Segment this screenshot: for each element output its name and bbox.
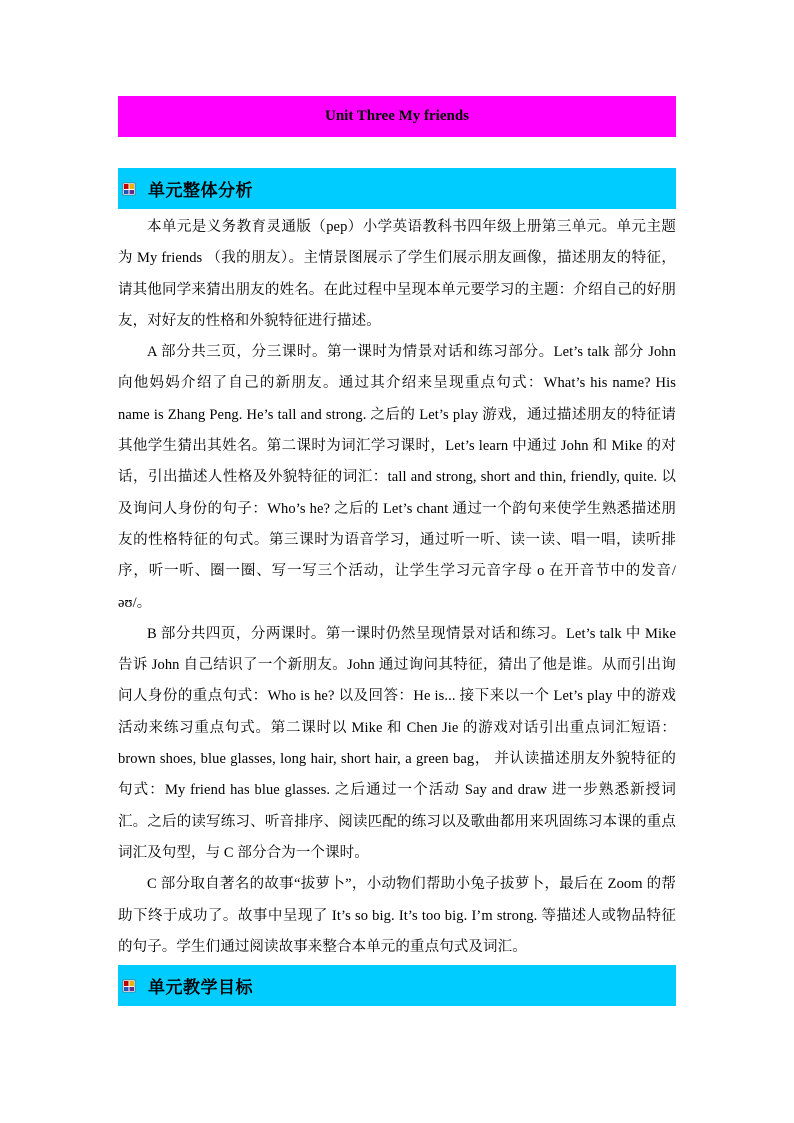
paragraph: C 部分取自著名的故事“拔萝卜”，小动物们帮助小兔子拔萝卜，最后在 Zoom 的帮助下终于成功了。故事中呈现了 It’s so big. It’s too big. I’m strong. 等描述人或物品特征的句子。学生们通过阅读故事来整合本单元的重点句式及词汇。 [118, 876, 676, 955]
paragraph: B 部分共四页，分两课时。第一课时仍然呈现情景对话和练习。Let’s talk 中 Mike 告诉 John 自己结识了一个新朋友。John 通过询问其特征，猜出了他是谁。从而引出询问人身份的重点句式：Who is he? 以及回答：He is... 接下来以一个 Let’s play 中的游戏活动来练习重点句式。第二课时以 Mike 和 Chen Jie 的游戏对话引出重点词汇短语：brown shoes, blue glasses, long hair, short hair, a green bag， 并认读描述朋友外貌特征的句式：My friend has blue glasses. 之后通过一个活动 Say and draw 进一步熟悉新授词汇。之后的读写练习、听音排序、阅读匹配的练习以及歌曲都用来巩固练习本课的重点词汇及句型，与 C 部分合为一个课时。 [118, 625, 676, 861]
paragraph: A 部分共三页，分三课时。第一课时为情景对话和练习部分。Let’s talk 部分 John 向他妈妈介绍了自己的新朋友。通过其介绍来呈现重点句式：What’s his name? His name is Zhang Peng. He’s tall and strong. 之后的 Let’s play 游戏，通过描述朋友的特征请其他学生猜出其姓名。第二课时为词汇学习课时，Let’s learn 中通过 John 和 Mike 的对话，引出描述人性格及外貌特征的词汇：tall and strong, short and thin, friendly, quite. 以及询问人身份的句子：Who’s he? 之后的 Let’s chant 通过一个韵句来使学生熟悉描述朋友的性格特征的句式。第三课时为语音学习，通过听一听、读一读、唱一唱，读听排序，听一听、圈一圈、写一写三个活动，让学生学习元音字母 o 在开音节中的发音/ əʊ/。 [118, 344, 676, 611]
book-bullet-icon [122, 182, 136, 196]
spacer [118, 137, 676, 168]
document-title: Unit Three My friends [324, 108, 470, 124]
section-body-analysis [118, 209, 676, 963]
document-page [118, 96, 676, 1006]
paragraph: 本单元是义务教育灵通版（pep）小学英语教科书四年级上册第三单元。单元主题为 My friends （我的朋友）。主情景图展示了学生们展示朋友画像，描述朋友的特征，请其他同学来猜出朋友的姓名。在此过程中呈现本单元要学习的主题：介绍自己的好朋友，对好友的性格和外貌特征进行描述。 [118, 219, 676, 329]
book-bullet-icon [122, 979, 136, 993]
section-header-objectives [118, 965, 676, 1006]
section-heading: 单元整体分析 [148, 181, 253, 201]
section-header-analysis [118, 168, 676, 209]
title-bar [118, 96, 676, 137]
section-heading: 单元教学目标 [148, 978, 253, 999]
